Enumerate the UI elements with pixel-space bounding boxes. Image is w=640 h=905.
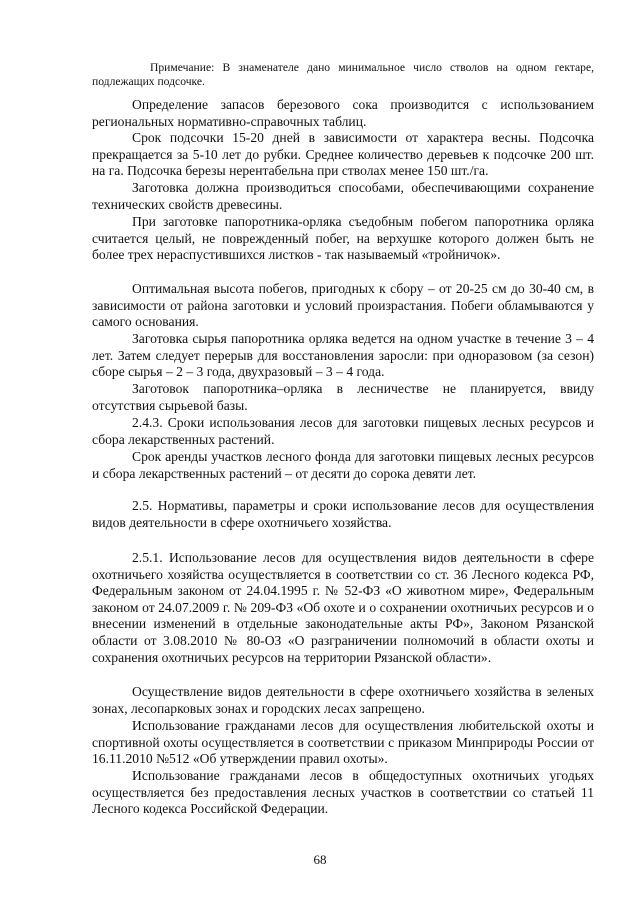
paragraph-shoot-height: Оптимальная высота побегов, пригодных к сбору – от 20-25 см до 30-40 см, в зависимости от района заготовки и условий произрастания. Побеги обламываются у самого основания. bbox=[92, 281, 594, 330]
paragraph-fern-plot-cycle: Заготовка сырья папоротника орляка ведется на одном участке в течение 3 – 4 лет. Затем следует перерыв для восстановления заросли: при одноразовом (за сезон) сборе сырья – 2 – 3 года, двухразовый – 3 – 4 года. bbox=[92, 331, 594, 380]
paragraph-tapping-period: Срок подсочки 15-20 дней в зависимости от характера весны. Подсочка прекращается за 5-10 лет до рубки. Среднее количество деревьев к подсочке 200 шт. на га. Подсочка березы нерентабельна при стволах менее 150 шт./га. bbox=[92, 130, 594, 179]
section-heading-2-5: 2.5. Нормативы, параметры и сроки использование лесов для осуществления видов деятельности в сфере охотничьего хозяйства. bbox=[92, 498, 594, 530]
page-number: 68 bbox=[313, 852, 327, 867]
paragraph-harvesting-methods: Заготовка должна производиться способами, обеспечивающими сохранение технических свойств древесины. bbox=[92, 180, 594, 212]
paragraph-prohibited-zones: Осуществление видов деятельности в сфере охотничьего хозяйства в зеленых зонах, лесопарковых зонах и городских лесах запрещено. bbox=[92, 684, 594, 716]
table-note: Примечание: В знаменателе дано минимальное число стволов на одном гектаре, подлежащих подсочке. bbox=[92, 61, 594, 88]
paragraph-lease-term: Срок аренды участков лесного фонда для заготовки пищевых лесных ресурсов и сбора лекарственных растений – от десяти до сорока девяти лет. bbox=[92, 449, 594, 481]
paragraph-public-hunting-grounds: Использование гражданами лесов в общедоступных охотничьих угодьях осуществляется без предоставления лесных участков в соответствии со статьей 11 Лесного кодекса Российской Федерации. bbox=[92, 768, 594, 817]
section-heading-2-4-3: 2.4.3. Сроки использования лесов для заготовки пищевых лесных ресурсов и сбора лекарственных растений. bbox=[92, 415, 594, 447]
paragraph-fern-not-planned: Заготовок папоротника–орляка в лесничестве не планируется, ввиду отсутствия сырьевой базы. bbox=[92, 381, 594, 413]
paragraph-2-5-1-legal-basis: 2.5.1. Использование лесов для осуществления видов деятельности в сфере охотничьего хозяйства осуществляется в соответствии со ст. 36 Лесного кодекса РФ, Федеральным законом от 24.04.1995 г. № 52-ФЗ «О животном мире», Федеральным законом от 24.07.2009 г. № 209-ФЗ «Об охоте и о сохранении охотничьих ресурсов и о внесении изменений в отдельные законодательные акты РФ», Законом Рязанской области от 3.08.2010 № 80-ОЗ «О разграничении полномочий в области охоты и сохранения охотничьих ресурсов на территории Рязанской области». bbox=[92, 550, 594, 665]
paragraph-amateur-hunting: Использование гражданами лесов для осуществления любительской охоты и спортивной охоты осуществляется в соответствии с приказом Минприроды России от 16.11.2010 №512 «Об утверждении правил охоты». bbox=[92, 718, 594, 767]
paragraph-birch-sap-reserves: Определение запасов березового сока производится с использованием региональных нормативно-справочных таблиц. bbox=[92, 97, 594, 129]
paragraph-fern-shoot: При заготовке папоротника-орляка съедобным побегом папоротника орляка считается целый, не поврежденный побег, на верхушке которого должен быть не более трех нераспустившихся листков - так называемый «тройничок». bbox=[92, 214, 594, 263]
